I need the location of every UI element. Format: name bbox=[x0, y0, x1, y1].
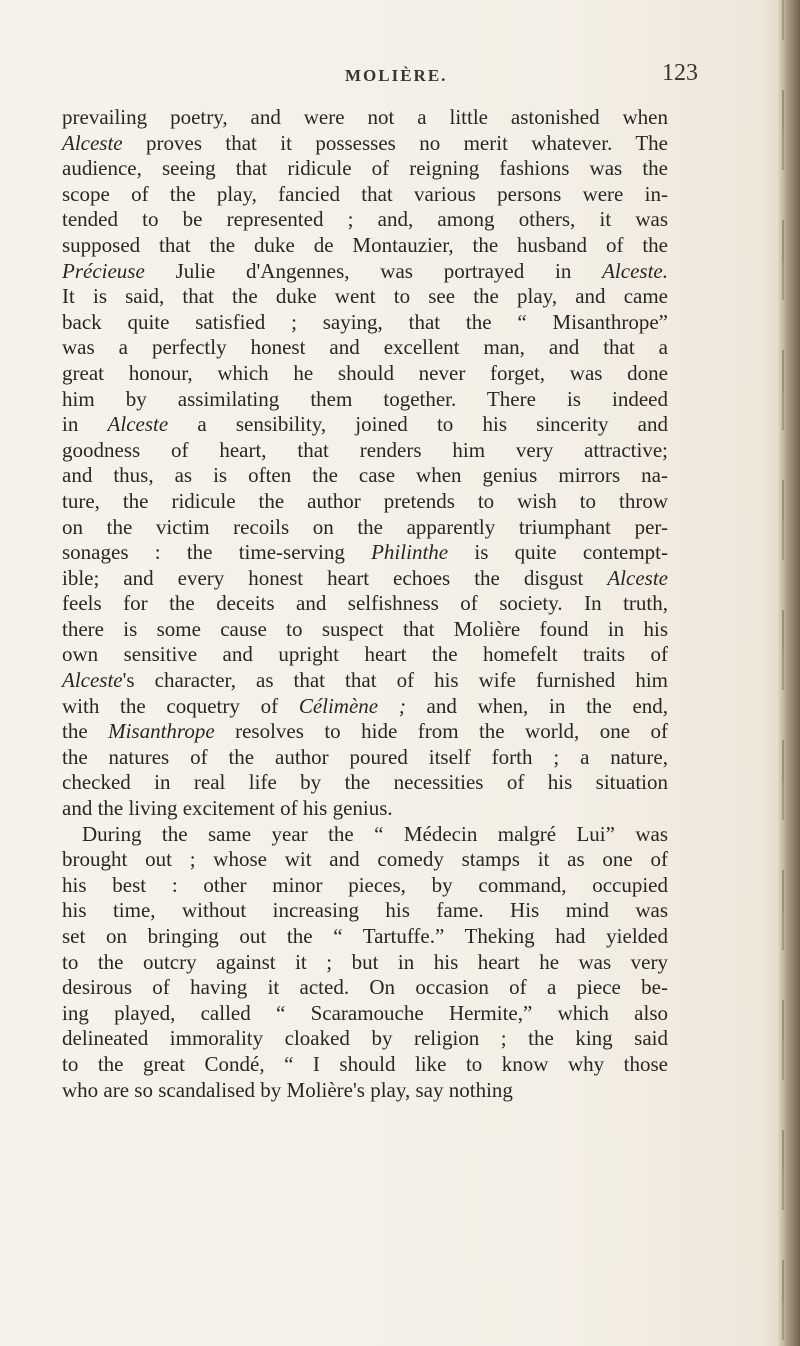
text-run: 's character, as that that of his wife furnished him bbox=[122, 668, 668, 693]
text-run: delineated immorality cloaked by religion ; the king said bbox=[62, 1026, 668, 1051]
text-line bbox=[62, 438, 668, 464]
italic-text: Alceste bbox=[107, 412, 169, 437]
text-run: and when, in the end, bbox=[405, 693, 669, 718]
text-line bbox=[62, 182, 668, 208]
text-line bbox=[62, 259, 668, 285]
text-run: is quite contempt- bbox=[448, 540, 668, 565]
text-run: set on bringing out the “ Tartuffe.” Theking had yielded bbox=[62, 924, 668, 948]
text-run: It is said, that the duke went to see the play, and came bbox=[62, 284, 668, 309]
text-run: scope of the play, fancied that various persons were in- bbox=[62, 181, 668, 206]
text-run: to the outcry against it ; but in his heart he was very bbox=[62, 949, 668, 974]
text-run: feels for the deceits and selfishness of society. In truth, bbox=[62, 591, 668, 616]
text-line bbox=[62, 207, 668, 233]
text-line bbox=[62, 745, 668, 771]
text-run: desirous of having it acted. On occasion of a piece be- bbox=[62, 975, 668, 1000]
text-run: tended to be represented ; and, among others, it was bbox=[62, 207, 668, 232]
text-line bbox=[62, 489, 668, 515]
text-line bbox=[62, 387, 668, 413]
text-run: prevailing poetry, and were not a little astonished when bbox=[62, 105, 668, 129]
italic-text: Précieuse bbox=[62, 258, 145, 283]
text-line bbox=[62, 873, 668, 899]
body-text bbox=[62, 105, 668, 1103]
text-line bbox=[62, 847, 668, 873]
text-run: in bbox=[62, 412, 108, 437]
text-run: goodness of heart, that renders him very attractive; bbox=[62, 437, 668, 462]
text-run: resolves to hide from the world, one of bbox=[214, 719, 668, 744]
text-run: checked in real life by the necessities of his situation bbox=[62, 770, 668, 795]
text-line bbox=[62, 950, 668, 976]
italic-text: Célimène ; bbox=[298, 693, 406, 718]
text-run: who are so scandalised by Molière's play, say nothing bbox=[62, 1077, 513, 1102]
text-run: proves that it possesses no merit whatever. The bbox=[122, 130, 668, 155]
text-line bbox=[62, 694, 668, 720]
text-line bbox=[62, 412, 668, 438]
page-header bbox=[0, 60, 778, 100]
text-run: was a perfectly honest and excellent man, and that a bbox=[62, 335, 668, 360]
text-line bbox=[62, 1001, 668, 1027]
text-run: a sensibility, joined to his sincerity and bbox=[168, 412, 668, 437]
text-run: own sensitive and upright heart the homefelt traits of bbox=[62, 642, 668, 667]
text-line bbox=[62, 822, 668, 848]
italic-text: Philinthe bbox=[371, 540, 449, 565]
text-line bbox=[62, 898, 668, 924]
text-run: and thus, as is often the case when genius mirrors na- bbox=[62, 463, 668, 488]
text-line bbox=[62, 284, 668, 310]
page-edge bbox=[778, 0, 800, 1346]
text-run: there is some cause to suspect that Molière found in his bbox=[62, 616, 668, 641]
text-run: ing played, called “ Scaramouche Hermite,” which also bbox=[62, 1000, 668, 1025]
text-line bbox=[62, 566, 668, 592]
text-line bbox=[62, 1078, 668, 1104]
text-line bbox=[62, 1052, 668, 1078]
text-run: brought out ; whose wit and comedy stamps it as one of bbox=[62, 847, 668, 872]
italic-text: Alceste bbox=[62, 130, 123, 155]
text-run: the natures of the author poured itself forth ; a nature, bbox=[62, 744, 668, 769]
text-run: him by assimilating them together. There is indeed bbox=[62, 386, 668, 411]
text-run: his best : other minor pieces, by command, occupied bbox=[62, 872, 668, 897]
text-line bbox=[62, 975, 668, 1001]
text-run: with the coquetry of bbox=[62, 693, 299, 718]
text-line bbox=[62, 540, 668, 566]
text-run: Julie d'Angennes, was portrayed in bbox=[144, 258, 603, 283]
text-run: the bbox=[62, 719, 109, 744]
text-line bbox=[62, 156, 668, 182]
text-run: supposed that the duke de Montauzier, the husband of the bbox=[62, 232, 668, 257]
text-run: and the living excitement of his genius. bbox=[62, 796, 393, 821]
text-run: audience, seeing that ridicule of reigning fashions was the bbox=[62, 156, 668, 181]
italic-text: Alceste bbox=[62, 668, 123, 693]
text-run: on the victim recoils on the apparently triumphant per- bbox=[62, 514, 668, 539]
text-line bbox=[62, 310, 668, 336]
text-run: great honour, which he should never forget, was done bbox=[62, 360, 668, 385]
text-line bbox=[62, 719, 668, 745]
text-line bbox=[62, 770, 668, 796]
text-line bbox=[62, 796, 668, 822]
text-run: During the same year the “ Médecin malgré Lui” was bbox=[82, 821, 668, 846]
page-number: 123 bbox=[662, 60, 698, 86]
italic-text: Misanthrope bbox=[108, 719, 215, 744]
text-line bbox=[62, 105, 668, 131]
text-line bbox=[62, 361, 668, 387]
text-run: ture, the ridicule the author pretends to wish to throw bbox=[62, 488, 668, 513]
text-line bbox=[62, 617, 668, 643]
text-line bbox=[62, 924, 668, 950]
text-line bbox=[62, 642, 668, 668]
text-run: to the great Condé, “ I should like to know why those bbox=[62, 1051, 668, 1076]
text-run: ible; and every honest heart echoes the disgust bbox=[62, 565, 608, 590]
text-line bbox=[62, 131, 668, 157]
running-head: MOLIÈRE. bbox=[345, 66, 448, 85]
text-line bbox=[62, 463, 668, 489]
text-line bbox=[62, 335, 668, 361]
italic-text: Alceste. bbox=[602, 258, 668, 283]
text-line bbox=[62, 668, 668, 694]
text-line bbox=[62, 233, 668, 259]
text-line bbox=[62, 1026, 668, 1052]
italic-text: Alceste bbox=[607, 565, 668, 590]
text-run: sonages : the time-serving bbox=[62, 540, 372, 565]
text-line bbox=[62, 591, 668, 617]
text-run: back quite satisfied ; saying, that the “ Misanthrope” bbox=[62, 309, 668, 334]
text-run: his time, without increasing his fame. His mind was bbox=[62, 898, 668, 923]
text-line bbox=[62, 515, 668, 541]
